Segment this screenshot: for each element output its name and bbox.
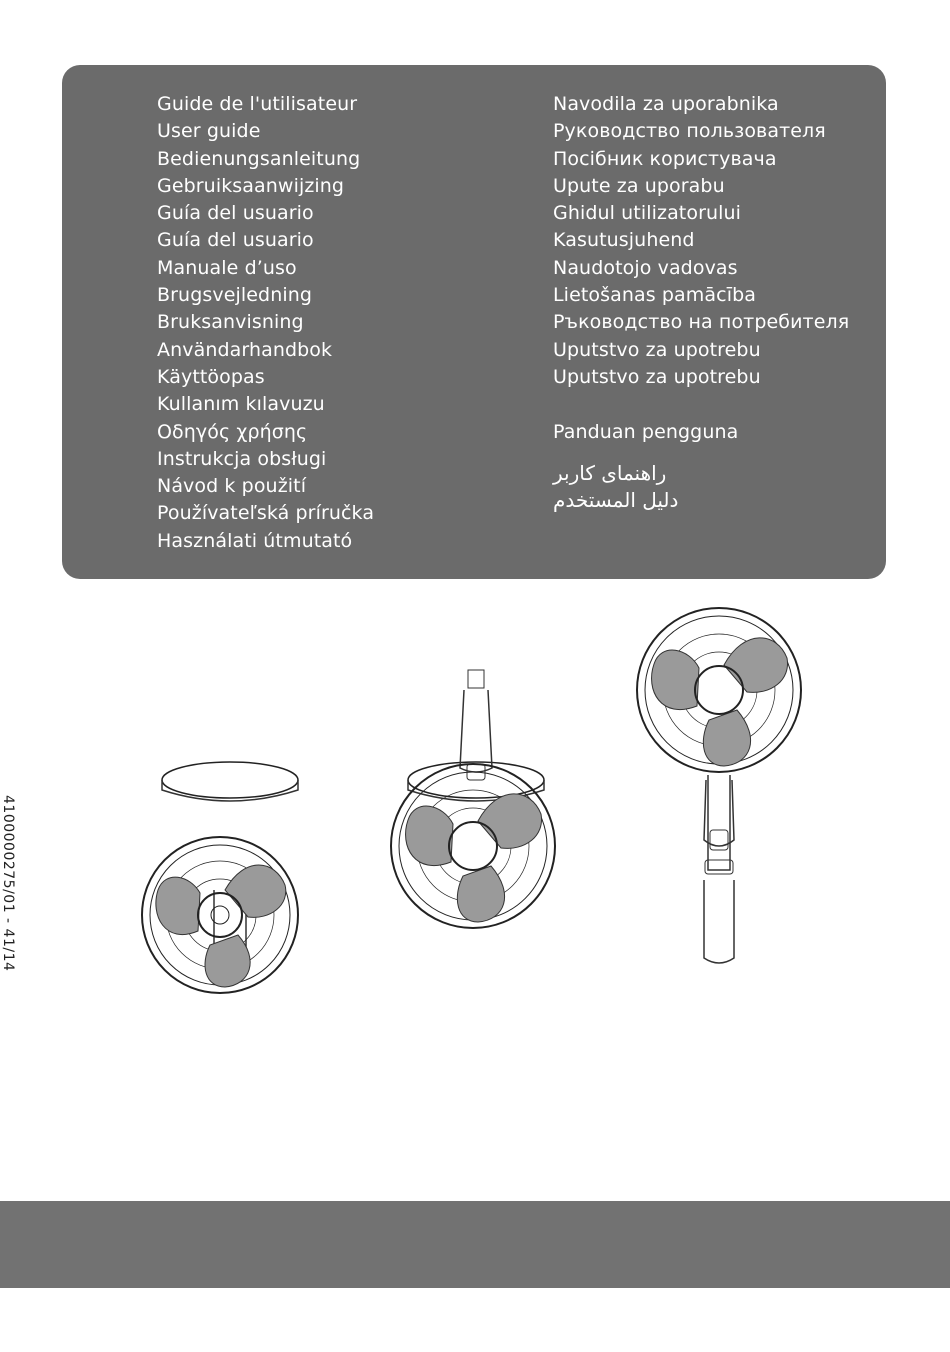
language-item: Οδηγός χρήσης: [157, 420, 308, 443]
language-item: Instrukcja obsługi: [157, 447, 327, 470]
language-item: Användarhandbok: [157, 338, 333, 361]
fan-illustrations: [0, 590, 950, 1110]
list-spacer: [553, 446, 849, 460]
language-item: Používateľská príručka: [157, 502, 375, 525]
desk-fan-medium-illustration: [391, 670, 555, 928]
language-panel: [62, 65, 886, 579]
language-item: Руководство пользователя: [553, 120, 826, 143]
language-item: Használati útmutató: [157, 529, 353, 552]
language-item: Naudotojo vadovas: [553, 256, 738, 279]
language-item: Manuale d’uso: [157, 256, 297, 279]
standing-fan-illustration: [635, 590, 803, 963]
list-spacer: [553, 391, 849, 418]
language-list-right: [553, 91, 849, 514]
language-item: Kasutusjuhend: [553, 229, 695, 252]
language-item-arabic: دليل المستخدم: [553, 488, 679, 513]
language-item: Bruksanvisning: [157, 311, 304, 334]
language-item: Uputstvo za upotrebu: [553, 365, 761, 388]
language-item: Посібник користувача: [553, 147, 777, 170]
language-item: Guide de l'utilisateur: [157, 93, 358, 115]
language-item: Lietošanas pamācība: [553, 284, 756, 307]
language-item: Uputstvo za upotrebu: [553, 338, 761, 361]
language-item: Käyttöopas: [157, 365, 265, 388]
language-item: Upute za uporabu: [553, 174, 725, 197]
language-item: User guide: [157, 120, 261, 143]
language-list-left: [157, 91, 374, 555]
language-item: Ghidul utilizatorului: [553, 202, 742, 225]
language-item: Gebruiksaanwijzing: [157, 174, 345, 197]
language-item: Ръководство на потребителя: [553, 311, 850, 334]
language-item: Navodila za uporabnika: [553, 93, 779, 115]
language-item: Brugsvejledning: [157, 284, 313, 307]
document-code: 4100000275/01 - 41/14: [0, 795, 16, 972]
language-item: Kullanım kılavuzu: [157, 393, 325, 416]
desk-fan-small-illustration: [142, 762, 298, 993]
language-item: Guía del usuario: [157, 202, 314, 225]
language-item: Návod k použití: [157, 475, 307, 498]
language-item: Guía del usuario: [157, 229, 314, 252]
language-item-malay: Panduan pengguna: [553, 420, 739, 443]
language-item-persian: راهنمای کاربر: [553, 460, 667, 485]
language-item: Bedienungsanleitung: [157, 147, 361, 170]
footer-band: [0, 1201, 950, 1288]
